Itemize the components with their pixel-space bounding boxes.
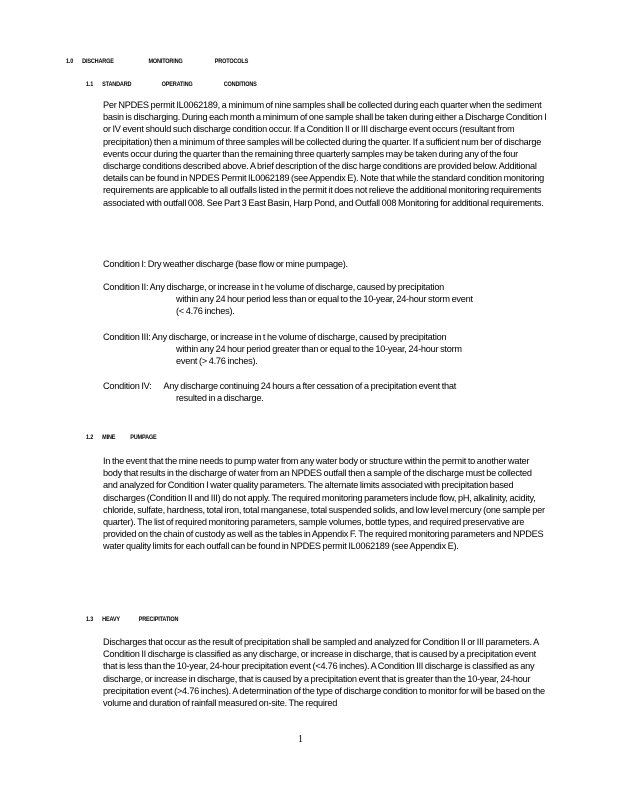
page-number: 1	[298, 734, 303, 745]
condition-text: within any 24 hour period less than or equal to the 10-year, 24-hour storm event	[176, 294, 473, 305]
condition-text: Any discharge, or increase in t he volume of discharge, caused by precipitation	[151, 332, 447, 342]
condition-i	[103, 258, 548, 270]
condition-label: Condition III:	[103, 332, 151, 342]
heading-word: HEAVY	[102, 616, 120, 623]
condition-text: Dry weather discharge (base flow or mine pumpage).	[147, 259, 348, 269]
condition-label: Condition IV:	[103, 381, 152, 391]
heading-word: MINE	[102, 434, 116, 441]
condition-text: resulted in a discharge.	[176, 393, 264, 404]
condition-label: Condition I:	[103, 259, 146, 269]
heading-word: STANDARD	[102, 81, 132, 88]
condition-iv	[103, 380, 548, 404]
heading-word: PROTOCOLS	[214, 58, 249, 65]
paragraph-standard-conditions: Per NPDES permit IL0062189, a minimum of nine samples shall be collected during each quarter when the sediment basin is discharging. During each month a minimum of one sample shall be taken during either a Discharge Condition I or IV event should such discharge condition occur. If a Condition II or III discharge event occurs (resultant from precipitation) then a minimum of three samples will be collected during the quarter. If a sufficient num ber of discharge events occur during the quarter than the remaining three quarterly samples may be taken during any of the four discharge conditions described above. A brief description of the disc harge conditions are provided below. Additional details can be found in NPDES Permit IL0062189 (see Appendix E). Note that while the standard condition monitoring requirements are applicable to all outfalls listed in the permit it does not relieve the additional monitoring requirements associated with outfall 008. See Part 3 East Basin, Harp Pond, and Outfall 008 Monitoring for additional requirements.	[103, 100, 547, 208]
section-number: 1.2	[86, 434, 94, 441]
section-number: 1.1	[86, 81, 94, 88]
condition-text: Any discharge continuing 24 hours a fter cessation of a precipitation event that	[163, 381, 457, 391]
condition-text: Any discharge, or increase in t he volume of discharge, caused by precipitation	[149, 282, 445, 292]
condition-text: event (> 4.76 inches).	[176, 356, 258, 367]
condition-label: Condition II:	[103, 282, 149, 292]
section-number: 1.3	[86, 616, 94, 623]
condition-text: (< 4.76 inches).	[176, 306, 235, 317]
heading-word: CONDITIONS	[223, 81, 257, 88]
heading-word: PRECIPITATION	[138, 616, 179, 623]
section-number: 1.0	[66, 58, 74, 65]
condition-ii	[103, 281, 548, 318]
condition-text: within any 24 hour period greater than or equal to the 10-year, 24-hour storm	[176, 344, 462, 355]
paragraph-mine-pumpage: In the event that the mine needs to pump water from any water body or structure within the permit to another water body that results in the discharge of water from an NPDES outfall then a sample of the discharge must be collected and analyzed for Condition I water quality parameters. The alternate limits associated with precipitation based discharges (Condition II and III) do not apply. The required monitoring parameters include flow, pH, alkalinity, acidity, chloride, sulfate, hardness, total iron, total manganese, total suspended solids, and low level mercury (one sample per quarter). The list of required monitoring parameters, sample volumes, bottle types, and required preservative are provided on the chain of custody as well as the tables in Appendix F. The required monitoring parameters and NPDES water quality limits for each outfall can be found in NPDES permit IL0062189 (see Appendix E).	[103, 456, 545, 552]
heading-word: OPERATING	[161, 81, 193, 88]
condition-iii	[103, 331, 548, 368]
heading-word: MONITORING	[148, 58, 183, 65]
heading-word: PUMPAGE	[130, 434, 157, 441]
heading-word: DISCHARGE	[82, 58, 114, 65]
paragraph-heavy-precipitation: Discharges that occur as the result of precipitation shall be sampled and analyzed for Condition II or III parameters. A Condition II discharge is classified as any discharge, or increase in discharge, that is caused by a precipitation event that is less than the 10-year, 24-hour precipitation event (<4.76 inches). A Condition III discharge is classified as any discharge, or increase in discharge, that is caused by a precipitation event that is greater than the 10-year, 24-hour precipitation event (>4.76 inches). A determination of the type of discharge condition to monitor for will be based on the volume and duration of rainfall measured on-site. The required	[103, 637, 545, 709]
